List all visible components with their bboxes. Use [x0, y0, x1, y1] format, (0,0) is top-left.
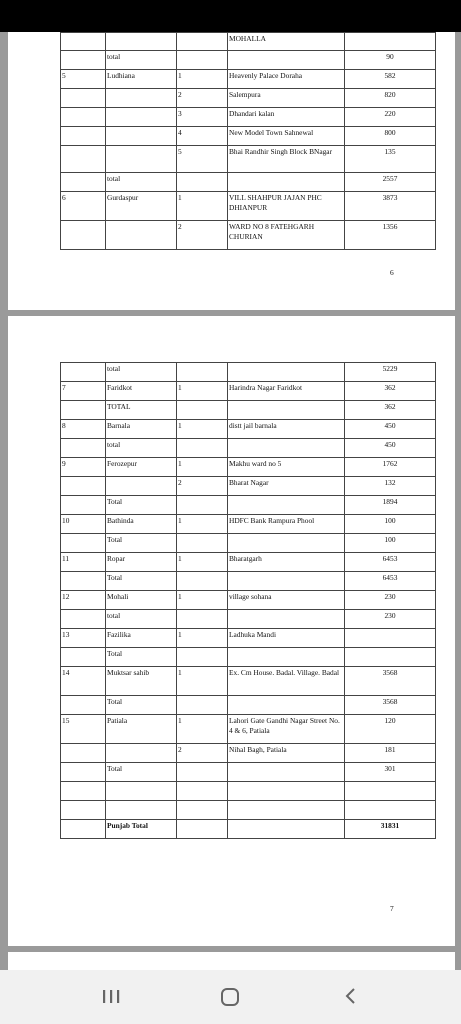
district-cell: [106, 127, 177, 146]
table-row: [61, 401, 436, 420]
page-number: 7: [390, 904, 394, 913]
count-cell: 450: [345, 420, 436, 439]
district-cell: [106, 108, 177, 127]
table-row: [61, 782, 436, 801]
count-cell: 120: [345, 715, 436, 744]
table-row: [61, 715, 436, 744]
count-cell: 582: [345, 70, 436, 89]
table-row: [61, 696, 436, 715]
table-row: [61, 89, 436, 108]
site-no-cell: 1: [177, 591, 228, 610]
table-row: [61, 477, 436, 496]
table-row: [61, 33, 436, 51]
table-row: [61, 221, 436, 250]
location-cell: Heavenly Palace Doraha: [228, 70, 345, 89]
count-cell: 362: [345, 401, 436, 420]
count-cell: 220: [345, 108, 436, 127]
sr-no-cell: 15: [61, 715, 106, 744]
district-cell: Total: [106, 572, 177, 591]
site-no-cell: [177, 648, 228, 667]
site-no-cell: [177, 801, 228, 820]
site-no-cell: [177, 439, 228, 458]
location-cell: [228, 363, 345, 382]
site-no-cell: 2: [177, 477, 228, 496]
location-cell: [228, 610, 345, 629]
sr-no-cell: [61, 221, 106, 250]
table-row: [61, 763, 436, 782]
location-cell: [228, 820, 345, 839]
table-row: [61, 51, 436, 70]
district-cell: [106, 782, 177, 801]
site-no-cell: 2: [177, 221, 228, 250]
location-cell: [228, 648, 345, 667]
table-row: [61, 127, 436, 146]
table-row: [61, 820, 436, 839]
location-cell: [228, 439, 345, 458]
site-no-cell: 1: [177, 192, 228, 221]
count-cell: 362: [345, 382, 436, 401]
count-cell: [345, 648, 436, 667]
sr-no-cell: 6: [61, 192, 106, 221]
report-table-page-6: [60, 32, 436, 250]
site-no-cell: 1: [177, 553, 228, 572]
sr-no-cell: [61, 51, 106, 70]
district-cell: Punjab Total: [106, 820, 177, 839]
table-row: [61, 146, 436, 173]
site-no-cell: [177, 820, 228, 839]
site-no-cell: 1: [177, 382, 228, 401]
sr-no-cell: [61, 744, 106, 763]
sr-no-cell: [61, 33, 106, 51]
count-cell: 100: [345, 515, 436, 534]
count-cell: [345, 629, 436, 648]
district-cell: Ludhiana: [106, 70, 177, 89]
site-no-cell: 4: [177, 127, 228, 146]
count-cell: 3568: [345, 696, 436, 715]
district-cell: Bathinda: [106, 515, 177, 534]
count-cell: 820: [345, 89, 436, 108]
count-cell: 450: [345, 439, 436, 458]
site-no-cell: [177, 173, 228, 192]
document-page-8-edge: [8, 952, 455, 970]
sr-no-cell: [61, 89, 106, 108]
status-bar: [0, 0, 461, 32]
sr-no-cell: [61, 801, 106, 820]
location-cell: [228, 572, 345, 591]
location-cell: [228, 496, 345, 515]
district-cell: [106, 146, 177, 173]
document-page-7: [8, 316, 455, 946]
table-row: [61, 192, 436, 221]
location-cell: MOHALLA: [228, 33, 345, 51]
navigation-bar: [0, 970, 461, 1024]
sr-no-cell: 13: [61, 629, 106, 648]
sr-no-cell: [61, 648, 106, 667]
sr-no-cell: [61, 173, 106, 192]
site-no-cell: [177, 496, 228, 515]
sr-no-cell: [61, 763, 106, 782]
count-cell: 1762: [345, 458, 436, 477]
sr-no-cell: 9: [61, 458, 106, 477]
sr-no-cell: [61, 363, 106, 382]
table-row: [61, 515, 436, 534]
count-cell: 6453: [345, 553, 436, 572]
site-no-cell: 2: [177, 89, 228, 108]
district-cell: [106, 33, 177, 51]
district-cell: total: [106, 610, 177, 629]
district-cell: Faridkot: [106, 382, 177, 401]
location-cell: [228, 401, 345, 420]
site-no-cell: 1: [177, 420, 228, 439]
back-icon[interactable]: [340, 985, 362, 1007]
location-cell: HDFC Bank Rampura Phool: [228, 515, 345, 534]
count-cell: 230: [345, 591, 436, 610]
district-cell: total: [106, 363, 177, 382]
page-number: 6: [390, 268, 394, 277]
district-cell: [106, 744, 177, 763]
site-no-cell: 5: [177, 146, 228, 173]
location-cell: Ladhuka Mandi: [228, 629, 345, 648]
district-cell: Total: [106, 534, 177, 553]
location-cell: [228, 51, 345, 70]
count-cell: 3873: [345, 192, 436, 221]
count-cell: 100: [345, 534, 436, 553]
table-row: [61, 108, 436, 127]
location-cell: village sohana: [228, 591, 345, 610]
location-cell: New Model Town Sahnewal: [228, 127, 345, 146]
count-cell: 230: [345, 610, 436, 629]
count-cell: 301: [345, 763, 436, 782]
site-no-cell: [177, 763, 228, 782]
location-cell: [228, 763, 345, 782]
district-cell: total: [106, 173, 177, 192]
district-cell: Total: [106, 763, 177, 782]
sr-no-cell: [61, 108, 106, 127]
site-no-cell: [177, 33, 228, 51]
location-cell: [228, 173, 345, 192]
table-row: [61, 667, 436, 696]
site-no-cell: 1: [177, 667, 228, 696]
district-cell: Patiala: [106, 715, 177, 744]
location-cell: [228, 696, 345, 715]
site-no-cell: 1: [177, 629, 228, 648]
location-cell: distt jail barnala: [228, 420, 345, 439]
district-cell: Mohali: [106, 591, 177, 610]
site-no-cell: [177, 51, 228, 70]
sr-no-cell: [61, 572, 106, 591]
count-cell: [345, 33, 436, 51]
sr-no-cell: 12: [61, 591, 106, 610]
sr-no-cell: 10: [61, 515, 106, 534]
table-row: [61, 420, 436, 439]
table-row: [61, 572, 436, 591]
district-cell: Fazilika: [106, 629, 177, 648]
sr-no-cell: [61, 401, 106, 420]
location-cell: [228, 801, 345, 820]
report-table-page-7: [60, 362, 436, 839]
location-cell: Lahori Gate Gandhi Nagar Street No. 4 & 6, Patiala: [228, 715, 345, 744]
table-row: [61, 553, 436, 572]
district-cell: Ropar: [106, 553, 177, 572]
count-cell: 2557: [345, 173, 436, 192]
site-no-cell: 1: [177, 458, 228, 477]
table-row: [61, 744, 436, 763]
district-cell: total: [106, 51, 177, 70]
district-cell: [106, 801, 177, 820]
table-row: [61, 70, 436, 89]
site-no-cell: 2: [177, 744, 228, 763]
count-cell: 90: [345, 51, 436, 70]
location-cell: Dhandari kalan: [228, 108, 345, 127]
site-no-cell: [177, 363, 228, 382]
location-cell: VILL SHAHPUR JAJAN PHC DHIANPUR: [228, 192, 345, 221]
home-icon[interactable]: [218, 985, 242, 1009]
district-cell: Total: [106, 496, 177, 515]
count-cell: 132: [345, 477, 436, 496]
table-row: [61, 610, 436, 629]
district-cell: total: [106, 439, 177, 458]
sr-no-cell: [61, 477, 106, 496]
table-row: [61, 648, 436, 667]
count-cell: 800: [345, 127, 436, 146]
count-cell: 1356: [345, 221, 436, 250]
location-cell: Harindra Nagar Faridkot: [228, 382, 345, 401]
district-cell: TOTAL: [106, 401, 177, 420]
sr-no-cell: [61, 696, 106, 715]
site-no-cell: 3: [177, 108, 228, 127]
location-cell: WARD NO 8 FATEHGARH CHURIAN: [228, 221, 345, 250]
location-cell: Makhu ward no 5: [228, 458, 345, 477]
sr-no-cell: [61, 439, 106, 458]
sr-no-cell: 14: [61, 667, 106, 696]
district-cell: Gurdaspur: [106, 192, 177, 221]
sr-no-cell: [61, 146, 106, 173]
district-cell: Total: [106, 696, 177, 715]
table-row: [61, 439, 436, 458]
location-cell: [228, 782, 345, 801]
site-no-cell: 1: [177, 70, 228, 89]
district-cell: Barnala: [106, 420, 177, 439]
table-row: [61, 458, 436, 477]
count-cell: 1894: [345, 496, 436, 515]
sr-no-cell: [61, 534, 106, 553]
district-cell: Total: [106, 648, 177, 667]
count-cell: 3568: [345, 667, 436, 696]
table-row: [61, 534, 436, 553]
location-cell: Bharat Nagar: [228, 477, 345, 496]
sr-no-cell: 11: [61, 553, 106, 572]
count-cell: 135: [345, 146, 436, 173]
count-cell: 181: [345, 744, 436, 763]
count-cell: [345, 782, 436, 801]
site-no-cell: [177, 610, 228, 629]
location-cell: [228, 534, 345, 553]
site-no-cell: [177, 534, 228, 553]
site-no-cell: [177, 401, 228, 420]
sr-no-cell: 8: [61, 420, 106, 439]
sr-no-cell: [61, 496, 106, 515]
sr-no-cell: [61, 820, 106, 839]
count-cell: 31831: [345, 820, 436, 839]
location-cell: Nihal Bagh, Patiala: [228, 744, 345, 763]
count-cell: 6453: [345, 572, 436, 591]
count-cell: [345, 801, 436, 820]
location-cell: Bharatgarh: [228, 553, 345, 572]
location-cell: Ex. Cm House. Badal. Village. Badal: [228, 667, 345, 696]
sr-no-cell: [61, 610, 106, 629]
district-cell: Muktsar sahib: [106, 667, 177, 696]
sr-no-cell: 7: [61, 382, 106, 401]
district-cell: [106, 477, 177, 496]
district-cell: [106, 89, 177, 108]
table-row: [61, 591, 436, 610]
table-row: [61, 801, 436, 820]
district-cell: Ferozepur: [106, 458, 177, 477]
sr-no-cell: 5: [61, 70, 106, 89]
recent-apps-icon[interactable]: [100, 985, 122, 1007]
site-no-cell: [177, 572, 228, 591]
site-no-cell: 1: [177, 715, 228, 744]
table-row: [61, 629, 436, 648]
sr-no-cell: [61, 782, 106, 801]
document-page-6: [8, 32, 455, 310]
table-row: [61, 173, 436, 192]
count-cell: 5229: [345, 363, 436, 382]
district-cell: [106, 221, 177, 250]
site-no-cell: 1: [177, 515, 228, 534]
location-cell: Salempura: [228, 89, 345, 108]
location-cell: Bhai Randhir Singh Block BNagar: [228, 146, 345, 173]
site-no-cell: [177, 696, 228, 715]
site-no-cell: [177, 782, 228, 801]
table-row: [61, 363, 436, 382]
table-row: [61, 382, 436, 401]
sr-no-cell: [61, 127, 106, 146]
table-row: [61, 496, 436, 515]
